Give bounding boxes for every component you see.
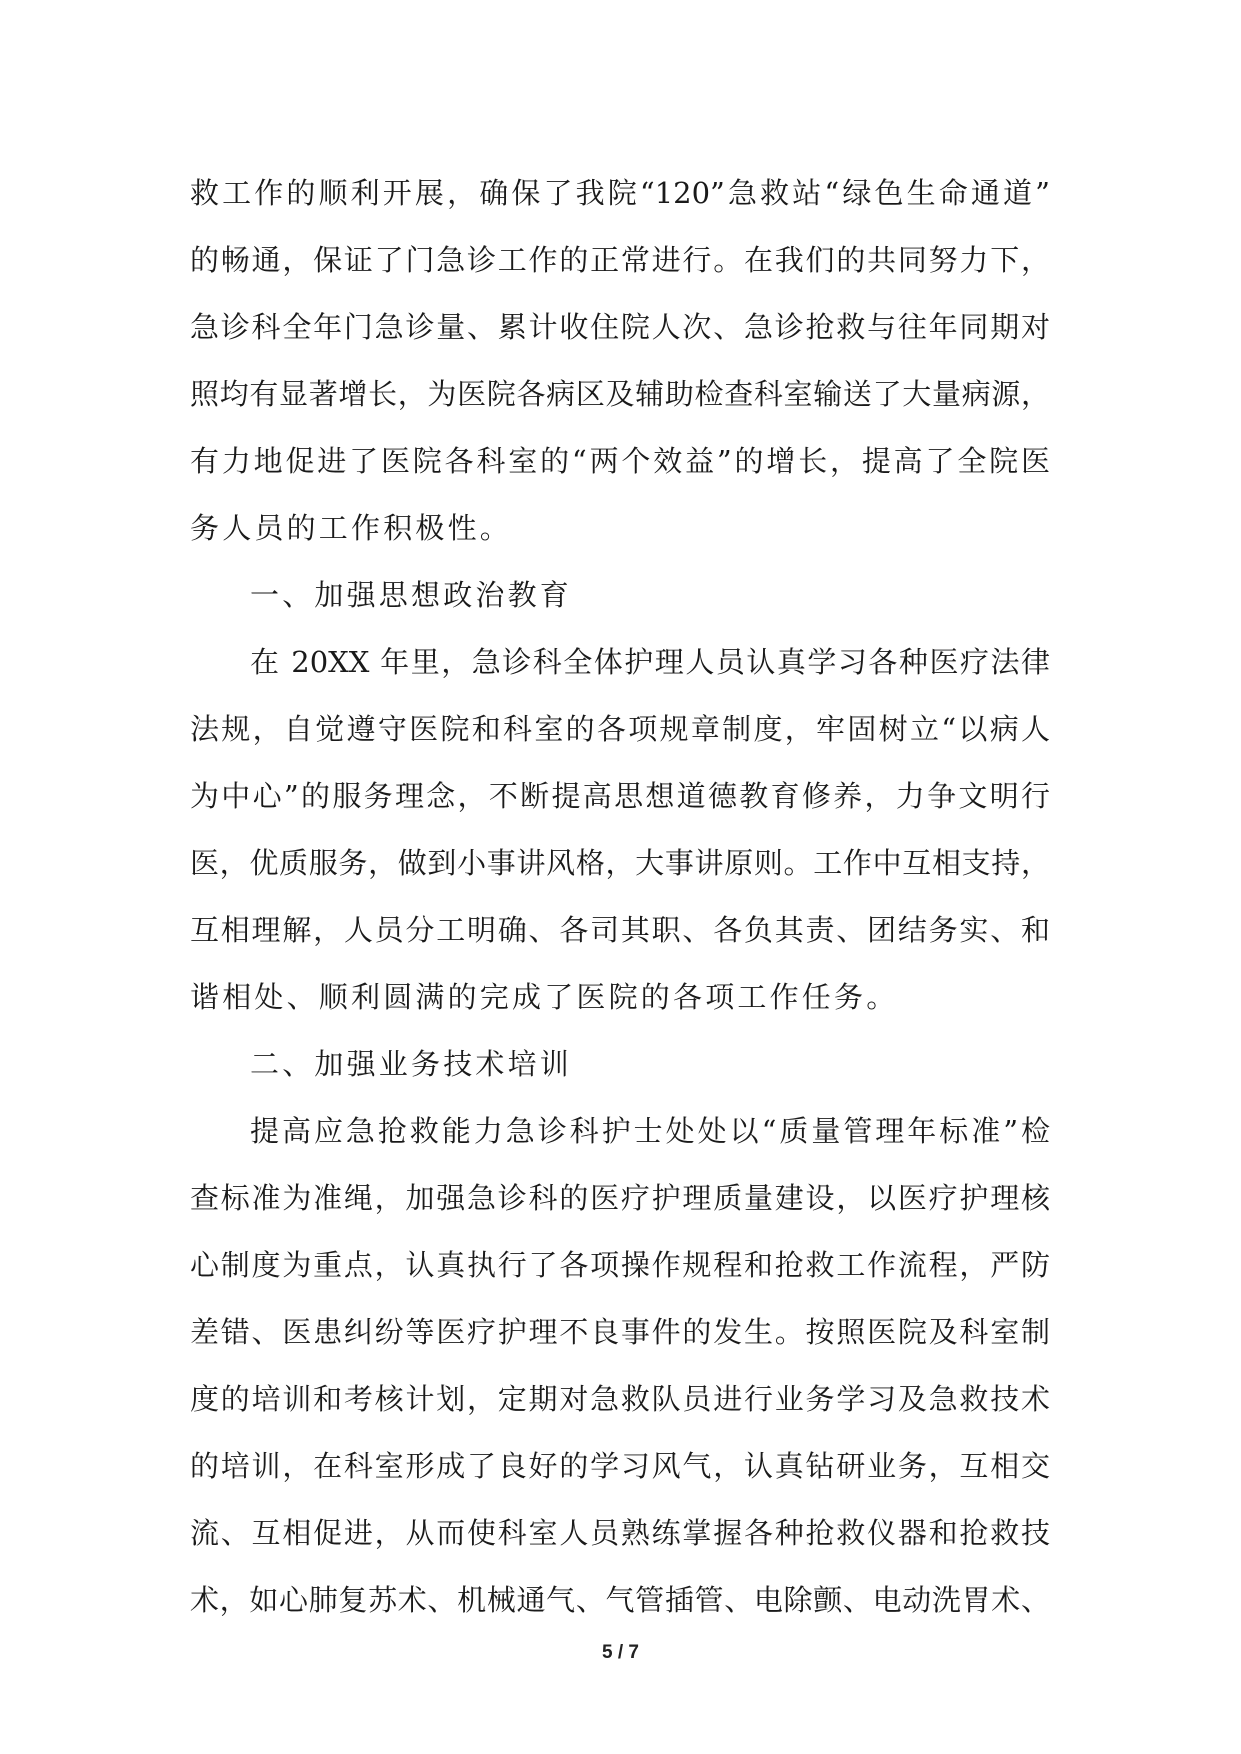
text-line-2: 的畅通，保证了门急诊工作的正常进行。在我们的共同努力下，	[190, 243, 1050, 277]
text-line-22: 术，如心肺复苏术、机械通气、气管插管、电除颤、电动洗胃术、	[190, 1583, 1050, 1617]
text-line-21: 流、互相促进，从而使科室人员熟练掌握各种抢救仪器和抢救技	[190, 1516, 1050, 1550]
text-line-6: 务人员的工作积极性。	[190, 511, 513, 545]
text-line-17: 心制度为重点，认真执行了各项操作规程和抢救工作流程，严防	[190, 1248, 1050, 1282]
text-line-11: 医，优质服务，做到小事讲风格，大事讲原则。工作中互相支持，	[190, 846, 1050, 880]
text-line-15: 提高应急抢救能力急诊科护士处处以“质量管理年标准”检	[250, 1114, 1050, 1148]
text-line-10: 为中心”的服务理念，不断提高思想道德教育修养，力争文明行	[190, 779, 1050, 813]
text-line-5: 有力地促进了医院各科室的“两个效益”的增长，提高了全院医	[190, 444, 1050, 478]
page-number: 5 / 7	[602, 1642, 639, 1663]
text-line-16: 查标准为准绳，加强急诊科的医疗护理质量建设，以医疗护理核	[190, 1181, 1050, 1215]
text-line-13: 谐相处、顺利圆满的完成了医院的各项工作任务。	[190, 980, 899, 1014]
section-heading-1: 一、加强思想政治教育	[250, 578, 573, 612]
text-line-19: 度的培训和考核计划，定期对急救队员进行业务学习及急救技术	[190, 1382, 1050, 1416]
text-line-9: 法规，自觉遵守医院和科室的各项规章制度，牢固树立“以病人	[190, 712, 1050, 746]
section-heading-2: 二、加强业务技术培训	[250, 1047, 573, 1081]
text-line-1: 救工作的顺利开展，确保了我院“120”急救站“绿色生命通道”	[190, 176, 1050, 210]
text-line-4: 照均有显著增长，为医院各病区及辅助检查科室输送了大量病源，	[190, 377, 1050, 411]
text-line-20: 的培训，在科室形成了良好的学习风气，认真钻研业务，互相交	[190, 1449, 1050, 1483]
text-line-12: 互相理解，人员分工明确、各司其职、各负其责、团结务实、和	[190, 913, 1050, 947]
document-body	[190, 160, 1050, 1634]
text-line-18: 差错、医患纠纷等医疗护理不良事件的发生。按照医院及科室制	[190, 1315, 1050, 1349]
text-line-8: 在 20XX 年里，急诊科全体护理人员认真学习各种医疗法律	[250, 645, 1050, 679]
text-line-3: 急诊科全年门急诊量、累计收住院人次、急诊抢救与往年同期对	[190, 310, 1050, 344]
